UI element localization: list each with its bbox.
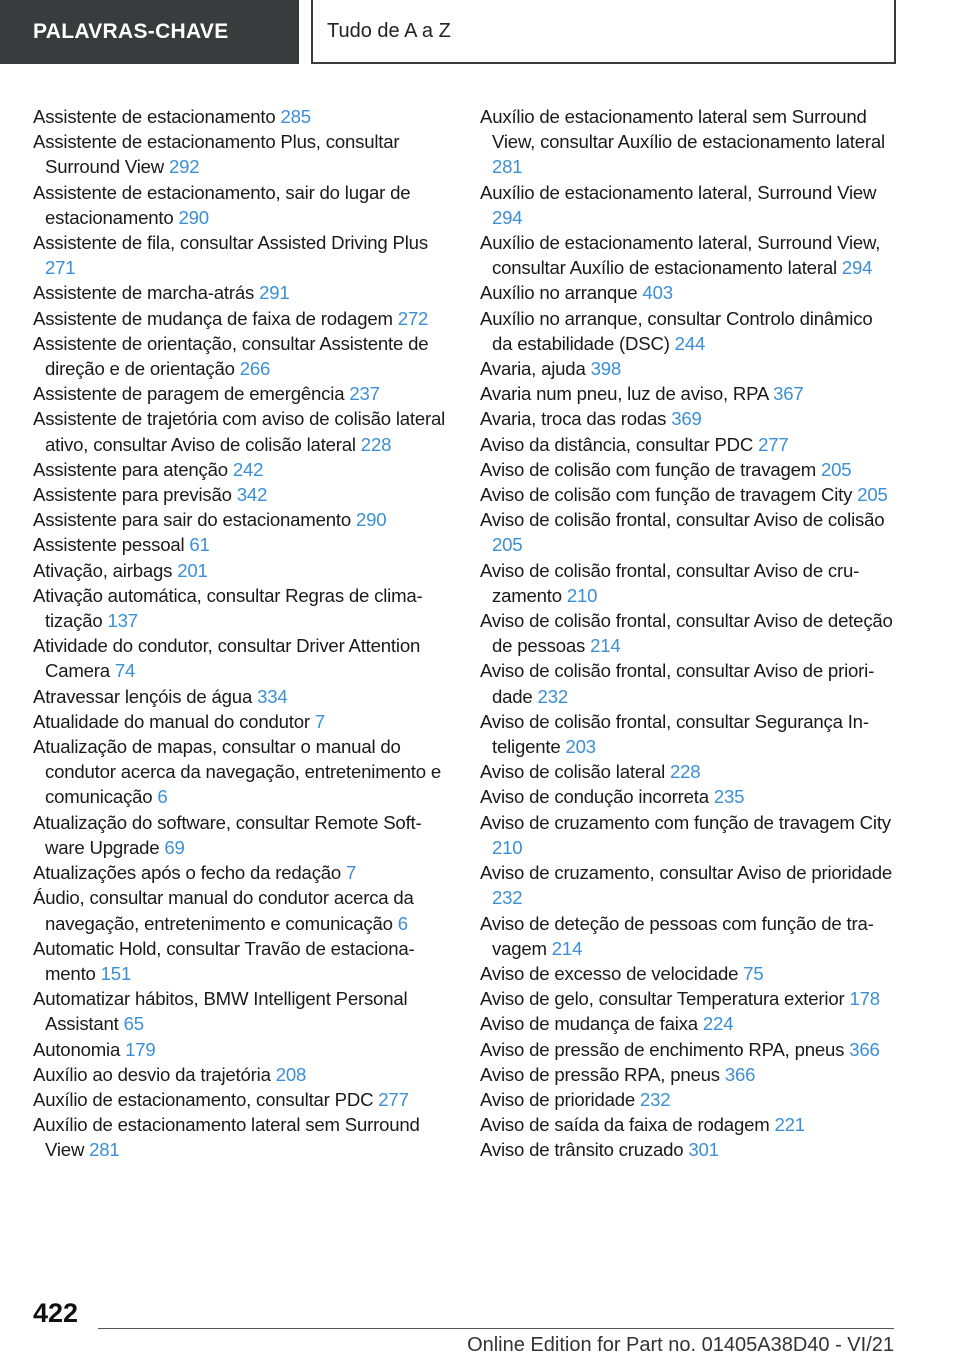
index-entry — [33, 1062, 447, 1087]
page-reference-link[interactable]: 266 — [239, 358, 271, 380]
index-entry — [33, 1087, 447, 1112]
page-reference-link[interactable]: 242 — [232, 458, 264, 480]
page-reference-link[interactable]: 281 — [492, 156, 523, 178]
index-entry — [33, 230, 447, 280]
entry-term: Atualização do software, consultar Remote Software Upgrade — [33, 811, 422, 858]
entry-term: Aviso de deteção de pessoas com função de travagem — [480, 912, 874, 959]
entry-term: Autonomia — [33, 1038, 121, 1060]
entry-term: Auxílio no arranque — [480, 282, 638, 304]
page-reference-link[interactable]: 205 — [492, 534, 523, 556]
page-reference-link[interactable]: 292 — [169, 156, 200, 178]
page-reference-link[interactable]: 179 — [125, 1038, 156, 1060]
page-reference-link[interactable]: 398 — [590, 358, 622, 380]
entry-term: Avaria, troca das rodas — [480, 408, 667, 430]
index-entry — [480, 1062, 894, 1087]
page-reference-link[interactable]: 272 — [397, 307, 429, 329]
index-entry — [33, 684, 447, 709]
chapter-title: Tudo de A a Z — [327, 19, 451, 42]
index-entry — [480, 180, 894, 230]
index-entry — [33, 885, 447, 935]
index-entry — [480, 1112, 894, 1137]
page-reference-link[interactable]: 74 — [114, 660, 136, 682]
entry-term: Aviso de trânsito cruzado — [480, 1139, 684, 1161]
index-entry — [33, 860, 447, 885]
index-entry — [480, 986, 894, 1011]
entry-term: Auxílio de estacionamento lateral, Surround View, consultar Auxílio de estacionamento lateral — [480, 232, 881, 279]
index-entry — [480, 356, 894, 381]
page-reference-link[interactable]: 366 — [724, 1063, 756, 1085]
footer-divider — [98, 1328, 894, 1329]
page-reference-link[interactable]: 228 — [670, 761, 701, 783]
index-entry — [480, 1037, 894, 1062]
entry-term: Assistente para previsão — [33, 484, 232, 506]
page-reference-link[interactable]: 208 — [275, 1063, 307, 1085]
entry-term: Aviso de saída da faixa de rodagem — [480, 1114, 770, 1136]
page-reference-link[interactable]: 367 — [773, 383, 804, 405]
page-reference-link[interactable]: 214 — [590, 635, 621, 657]
index-entry — [33, 1112, 447, 1162]
page-reference-link[interactable]: 366 — [849, 1038, 880, 1060]
entry-term: Aviso de colisão frontal, consultar Aviso de cruzamento — [480, 559, 860, 606]
entry-term: Assistente para sair do estacionamento — [33, 509, 351, 531]
entry-term: Atualizações após o fecho da redação — [33, 862, 342, 884]
index-entry — [480, 104, 894, 180]
entry-term: Auxílio de estacionamento lateral sem Surround View — [33, 1114, 420, 1161]
index-column-right — [480, 104, 894, 1163]
entry-term: Assistente de trajetória com aviso de colisão lateral ativo, consultar Aviso de colisão lateral — [33, 408, 446, 455]
page-reference-link[interactable]: 210 — [492, 836, 523, 858]
page-reference-link[interactable]: 69 — [164, 836, 185, 858]
index-entry — [480, 1087, 894, 1112]
index-entry — [33, 1037, 447, 1062]
page-reference-link[interactable]: 403 — [642, 282, 673, 304]
index-entry — [480, 432, 894, 457]
index-column-left — [33, 104, 447, 1163]
page-reference-link[interactable]: 232 — [537, 685, 568, 707]
entry-term: Aviso de colisão lateral — [480, 761, 666, 783]
index-entry — [480, 810, 894, 860]
index-entry — [480, 658, 894, 708]
page-reference-link[interactable]: 137 — [107, 610, 138, 632]
section-tab — [0, 0, 299, 64]
page-reference-link[interactable]: 201 — [177, 559, 208, 581]
entry-term: Assistente de fila, consultar Assisted Driving Plus — [33, 232, 428, 254]
index-entry — [480, 911, 894, 961]
page-reference-link[interactable]: 6 — [157, 786, 168, 808]
page-reference-link[interactable]: 224 — [702, 1013, 734, 1035]
entry-term: Aviso de cruzamento, consultar Aviso de prioridade — [480, 862, 893, 884]
index-entry — [33, 104, 447, 129]
entry-term: Auxílio de estacionamento lateral sem Surround View, consultar Auxílio de estacionamento lateral — [480, 106, 885, 153]
page-reference-link[interactable]: 228 — [360, 433, 392, 455]
page-reference-link[interactable]: 281 — [89, 1139, 120, 1161]
index-entry — [480, 558, 894, 608]
index-entry — [480, 961, 894, 986]
index-entry — [33, 457, 447, 482]
page-reference-link[interactable]: 75 — [743, 962, 764, 984]
entry-term: Automatizar hábitos, BMW Intelligent Personal Assistant — [33, 988, 408, 1035]
index-entry — [480, 608, 894, 658]
index-entry — [480, 507, 894, 557]
page-reference-link[interactable]: 210 — [566, 584, 598, 606]
index-entry — [33, 180, 447, 230]
entry-term: Aviso de colisão frontal, consultar Aviso de colisão — [480, 509, 885, 531]
entry-term: Assistente de orientação, consultar Assistente de direção e de orientação — [33, 332, 429, 380]
page-reference-link[interactable]: 277 — [378, 1088, 409, 1110]
index-entry — [33, 129, 447, 179]
chapter-tab — [311, 0, 896, 64]
page-reference-link[interactable]: 290 — [178, 206, 209, 228]
page-reference-link[interactable]: 221 — [774, 1114, 805, 1136]
entry-term: Automatic Hold, consultar Travão de estacionamento — [33, 937, 415, 984]
entry-term: Auxílio no arranque, consultar Controlo dinâmico da estabilidade (DSC) — [480, 307, 873, 354]
index-entry — [33, 734, 447, 810]
entry-term: Avaria, ajuda — [480, 358, 586, 380]
page-reference-link[interactable]: 178 — [849, 988, 880, 1010]
index-entry — [33, 532, 447, 557]
entry-term: Assistente de mudança de faixa de rodagem — [33, 307, 393, 329]
entry-term: Aviso de colisão com função de travagem City — [480, 484, 853, 506]
page-reference-link[interactable]: 369 — [671, 408, 702, 430]
index-entry — [480, 709, 894, 759]
entry-term: Assistente de estacionamento, sair do lugar de estacionamento — [33, 181, 411, 228]
entry-term: Aviso de condução incorreta — [480, 786, 709, 808]
page-reference-link[interactable]: 61 — [189, 534, 210, 556]
index-entry — [33, 633, 447, 683]
page-reference-link[interactable]: 7 — [346, 862, 357, 884]
entry-term: Assistente de paragem de emergência — [33, 383, 345, 405]
index-entry — [33, 406, 447, 456]
entry-term: Aviso de pressão de enchimento RPA, pneus — [480, 1038, 845, 1060]
entry-term: Aviso de colisão frontal, consultar Aviso de deteção de pessoas — [480, 610, 893, 657]
page-reference-link[interactable]: 203 — [565, 736, 596, 758]
entry-term: Aviso de pressão RPA, pneus — [480, 1063, 720, 1085]
index-entry — [33, 810, 447, 860]
page-reference-link[interactable]: 235 — [713, 786, 745, 808]
entry-term: Auxílio ao desvio da trajetória — [33, 1063, 271, 1085]
index-entry — [480, 280, 894, 305]
page-reference-link[interactable]: 7 — [314, 710, 325, 732]
index-entry — [480, 306, 894, 356]
entry-term: Auxílio de estacionamento, consultar PDC — [33, 1088, 374, 1110]
page-reference-link[interactable]: 205 — [857, 484, 888, 506]
entry-term: Aviso de gelo, consultar Temperatura exterior — [480, 988, 845, 1010]
entry-term: Atualização de mapas, consultar o manual do condutor acerca da navegação, entretenimento e comunicação — [33, 736, 442, 808]
page-reference-link[interactable]: 6 — [397, 912, 408, 934]
entry-term: Assistente de marcha-atrás — [33, 282, 255, 304]
page-reference-link[interactable]: 294 — [492, 206, 523, 228]
entry-term: Aviso de mudança de faixa — [480, 1013, 698, 1035]
entry-term: Ativação automática, consultar Regras de climatização — [33, 584, 423, 632]
page-reference-link[interactable]: 291 — [259, 282, 290, 304]
page-number: 422 — [33, 1298, 79, 1328]
page-reference-link[interactable]: 277 — [758, 433, 789, 455]
index-entry — [33, 936, 447, 986]
index-entry — [480, 482, 894, 507]
index-entry — [33, 331, 447, 381]
entry-term: Ativação, airbags — [33, 559, 173, 581]
index-entry — [480, 1011, 894, 1036]
index-entry — [33, 482, 447, 507]
entry-term: Avaria num pneu, luz de aviso, RPA — [480, 383, 769, 405]
index-entry — [33, 280, 447, 305]
page-reference-link[interactable]: 65 — [123, 1013, 144, 1035]
index-entry — [480, 860, 894, 910]
page-reference-link[interactable]: 232 — [640, 1088, 671, 1110]
entry-term: Assistente de estacionamento Plus, consultar Surround View — [33, 131, 400, 178]
page-reference-link[interactable]: 290 — [355, 509, 387, 531]
page-reference-link[interactable]: 301 — [688, 1139, 719, 1161]
entry-term: Aviso de prioridade — [480, 1088, 636, 1110]
index-entry — [33, 306, 447, 331]
index-entry — [480, 784, 894, 809]
index-entry — [480, 406, 894, 431]
footer-edition: Online Edition for Part no. 01405A38D40 - VI/21 — [467, 1334, 894, 1356]
page-reference-link[interactable]: 294 — [841, 257, 873, 279]
index-entry — [480, 759, 894, 784]
section-title: PALAVRAS-CHAVE — [33, 20, 229, 43]
page-reference-link[interactable]: 232 — [492, 887, 523, 909]
entry-term: Atualidade do manual do condutor — [33, 710, 310, 732]
entry-term: Assistente pessoal — [33, 534, 185, 556]
entry-term: Áudio, consultar manual do condutor acerca da navegação, entretenimento e comunicação — [33, 887, 414, 934]
page-reference-link[interactable]: 342 — [236, 484, 268, 506]
entry-term: Aviso de colisão frontal, consultar Segurança Inteligente — [480, 710, 870, 758]
index-entry — [33, 558, 447, 583]
page-reference-link[interactable]: 334 — [257, 685, 288, 707]
entry-term: Aviso de cruzamento com função de travagem City — [480, 811, 891, 833]
entry-term: Auxílio de estacionamento lateral, Surround View — [480, 181, 877, 203]
page-reference-link[interactable]: 244 — [674, 332, 706, 354]
index-entry — [33, 986, 447, 1036]
entry-term: Assistente de estacionamento — [33, 106, 276, 127]
entry-term: Aviso de excesso de velocidade — [480, 962, 739, 984]
index-entry — [33, 709, 447, 734]
index-entry — [480, 381, 894, 406]
index-entry — [33, 381, 447, 406]
page-reference-link[interactable]: 214 — [551, 937, 583, 959]
index-entry — [480, 457, 894, 482]
page-reference-link[interactable]: 151 — [100, 962, 132, 984]
index-entry — [480, 1137, 894, 1162]
page-reference-link[interactable]: 271 — [45, 257, 76, 279]
entry-term: Aviso de colisão frontal, consultar Aviso de prioridade — [480, 660, 875, 707]
entry-term: Assistente para atenção — [33, 458, 228, 480]
page-reference-link[interactable]: 205 — [821, 458, 852, 480]
index-entry — [33, 507, 447, 532]
page-reference-link[interactable]: 237 — [349, 383, 380, 405]
page-reference-link[interactable]: 285 — [280, 106, 311, 127]
entry-term: Atravessar lençóis de água — [33, 685, 253, 707]
index-entry — [33, 583, 447, 633]
entry-term: Aviso da distância, consultar PDC — [480, 433, 754, 455]
entry-term: Aviso de colisão com função de travagem — [480, 458, 817, 480]
index-entry — [480, 230, 894, 280]
entry-term: Atividade do condutor, consultar Driver Attention Camera — [33, 635, 421, 682]
